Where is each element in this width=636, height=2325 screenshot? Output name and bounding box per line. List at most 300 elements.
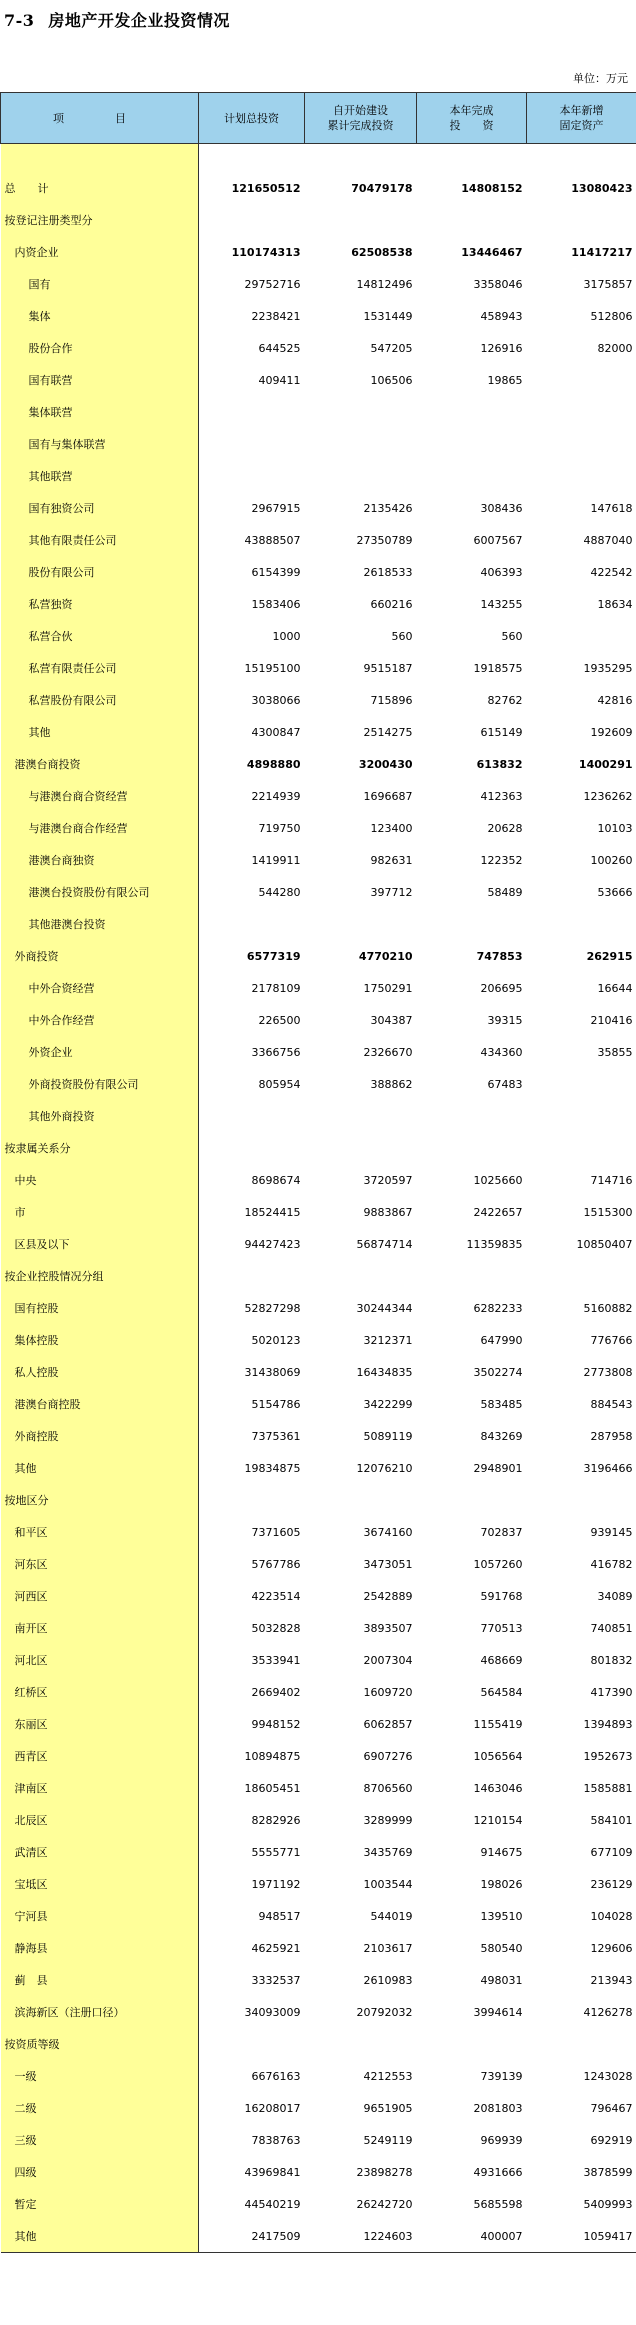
table-row [1,1932,636,1964]
planned-total-cell [199,1100,305,1132]
table-row [1,1612,636,1644]
row-label: 中外合资经营 [1,972,199,1004]
current-year-completed-cell: 19865 [487,373,523,387]
current-year-completed-cell: 468669 [480,1653,523,1667]
current-year-completed-cell: 1463046 [473,1781,523,1795]
new-fixed-assets-cell: 1515300 [583,1205,633,1219]
cumulative-completed-cell: 3289999 [363,1813,413,1827]
cumulative-completed-cell: 9883867 [363,1205,413,1219]
cumulative-completed-cell: 12076210 [356,1461,413,1475]
table-row [1,332,636,364]
table-row [1,2124,636,2156]
cumulative-completed-cell: 4212553 [363,2069,413,2083]
row-label: 静海县 [1,1932,199,1964]
planned-total-cell: 16208017 [244,2101,301,2115]
row-label: 集体控股 [1,1324,199,1356]
table-row [1,588,636,620]
new-fixed-assets-cell: 5409993 [583,2197,633,2211]
header-row [1,93,636,144]
planned-total-cell: 226500 [258,1013,301,1027]
new-fixed-assets-cell: 100260 [590,853,633,867]
current-year-completed-cell [417,1132,527,1164]
new-fixed-assets-cell: 422542 [590,565,633,579]
cumulative-completed-cell: 3212371 [363,1333,413,1347]
new-fixed-assets-cell: 5160882 [583,1301,633,1315]
table-row [1,1996,636,2028]
planned-total-cell: 2178109 [251,981,301,995]
new-fixed-assets-cell: 796467 [590,2101,633,2115]
planned-total-cell: 9948152 [251,1717,301,1731]
planned-total-cell [199,1484,305,1516]
new-fixed-assets-cell: 677109 [590,1845,633,1859]
table-row [1,1516,636,1548]
current-year-completed-cell: 969939 [480,2133,523,2147]
current-year-completed-cell: 206695 [480,981,523,995]
row-label: 按资质等级 [1,2028,199,2060]
planned-total-cell: 15195100 [244,661,301,675]
planned-total-cell [199,428,305,460]
current-year-completed-cell: 13446467 [461,245,523,259]
table-row [1,620,636,652]
new-fixed-assets-cell [527,396,636,428]
table-row [1,364,636,396]
cumulative-completed-cell: 2542889 [363,1589,413,1603]
new-fixed-assets-cell: 4126278 [583,2005,633,2019]
new-fixed-assets-cell [527,428,636,460]
row-label: 股份有限公司 [1,556,199,588]
new-fixed-assets-cell [527,1100,636,1132]
planned-total-cell [199,1132,305,1164]
current-year-completed-cell: 6007567 [473,533,523,547]
new-fixed-assets-cell [527,1068,636,1100]
new-fixed-assets-cell: 2773808 [583,1365,633,1379]
table-row [1,1900,636,1932]
new-fixed-assets-cell [527,620,636,652]
current-year-completed-cell: 1057260 [473,1557,523,1571]
new-fixed-assets-cell [527,460,636,492]
current-year-completed-cell [417,1100,527,1132]
table-row [1,1036,636,1068]
new-fixed-assets-cell: 740851 [590,1621,633,1635]
row-label: 内资企业 [1,236,199,268]
current-year-completed-cell: 615149 [480,725,523,739]
planned-total-cell: 805954 [258,1077,301,1091]
table-row [1,876,636,908]
cumulative-completed-cell: 304387 [370,1013,413,1027]
current-year-completed-cell [417,1260,527,1292]
current-year-completed-cell: 434360 [480,1045,523,1059]
cumulative-completed-cell [305,908,417,940]
cumulative-completed-cell: 70479178 [351,181,413,195]
new-fixed-assets-cell: 13080423 [571,181,633,195]
planned-total-cell: 94427423 [244,1237,301,1251]
current-year-completed-cell: 14808152 [461,181,523,195]
table-title: 房地产开发企业投资情况 [48,11,230,30]
row-label: 三级 [1,2124,199,2156]
new-fixed-assets-cell: 884543 [590,1397,633,1411]
new-fixed-assets-cell: 213943 [590,1973,633,1987]
row-label: 港澳台投资股份有限公司 [1,876,199,908]
current-year-completed-cell: 3358046 [473,277,523,291]
planned-total-cell: 3533941 [251,1653,301,1667]
table-row [1,1644,636,1676]
cumulative-completed-cell [305,1260,417,1292]
current-year-completed-cell: 20628 [487,821,523,835]
row-label: 与港澳台商合资经营 [1,780,199,812]
planned-total-cell: 1971192 [251,1877,301,1891]
new-fixed-assets-cell [527,1484,636,1516]
row-label: 西青区 [1,1740,199,1772]
cumulative-completed-cell [305,428,417,460]
table-row [1,972,636,1004]
planned-total-cell: 719750 [258,821,301,835]
planned-total-cell: 8698674 [251,1173,301,1187]
row-label: 其他联营 [1,460,199,492]
row-label: 一级 [1,2060,199,2092]
row-label: 其他 [1,716,199,748]
table-row [1,1388,636,1420]
header-planned-total: 计划总投资 [199,93,305,144]
row-label: 与港澳台商合作经营 [1,812,199,844]
table-row [1,1836,636,1868]
row-label: 集体 [1,300,199,332]
table-row [1,1484,636,1516]
unit-label: 单位：万元 [573,72,628,85]
table-row [1,844,636,876]
new-fixed-assets-cell: 82000 [597,341,633,355]
cumulative-completed-cell: 2618533 [363,565,413,579]
cumulative-completed-cell: 14812496 [356,277,413,291]
table-row [1,812,636,844]
table-row [1,1228,636,1260]
planned-total-cell: 3038066 [251,693,301,707]
table-row [1,1868,636,1900]
header-current-year-completed: 本年完成 投 资 [417,93,527,144]
new-fixed-assets-cell: 147618 [590,501,633,515]
new-fixed-assets-cell: 3196466 [583,1461,633,1475]
cumulative-completed-cell [305,144,417,173]
new-fixed-assets-cell [527,1132,636,1164]
table-row [1,1132,636,1164]
planned-total-cell: 948517 [258,1909,301,1923]
cumulative-completed-cell: 2007304 [363,1653,413,1667]
cumulative-completed-cell: 6907276 [363,1749,413,1763]
cumulative-completed-cell: 1750291 [363,981,413,995]
row-label: 国有联营 [1,364,199,396]
current-year-completed-cell: 308436 [480,501,523,515]
new-fixed-assets-cell: 18634 [597,597,633,611]
current-year-completed-cell: 139510 [480,1909,523,1923]
planned-total-cell: 8282926 [251,1813,301,1827]
new-fixed-assets-cell: 1400291 [578,757,633,771]
current-year-completed-cell [417,144,527,173]
current-year-completed-cell: 126916 [480,341,523,355]
planned-total-cell [199,1260,305,1292]
current-year-completed-cell [417,428,527,460]
table-row [1,652,636,684]
table-row [1,2188,636,2220]
table-row [1,300,636,332]
new-fixed-assets-cell: 776766 [590,1333,633,1347]
cumulative-completed-cell: 20792032 [356,2005,413,2019]
table-row [1,1356,636,1388]
current-year-completed-cell: 564584 [480,1685,523,1699]
current-year-completed-cell: 1155419 [473,1717,523,1731]
current-year-completed-cell: 770513 [480,1621,523,1635]
new-fixed-assets-cell: 16644 [597,981,633,995]
planned-total-cell: 4300847 [251,725,301,739]
row-label: 总 计 [1,172,199,204]
current-year-completed-cell: 82762 [487,693,523,707]
table-row [1,492,636,524]
current-year-completed-cell: 2948901 [473,1461,523,1475]
new-fixed-assets-cell: 1059417 [527,2220,636,2253]
planned-total-cell: 2967915 [251,501,301,515]
new-fixed-assets-cell: 939145 [590,1525,633,1539]
planned-total-cell: 5032828 [251,1621,301,1635]
current-year-completed-cell: 1056564 [473,1749,523,1763]
cumulative-completed-cell: 23898278 [356,2165,413,2179]
cumulative-completed-cell [305,1132,417,1164]
table-row [1,1324,636,1356]
table-row [1,1548,636,1580]
current-year-completed-cell: 39315 [487,1013,523,1027]
current-year-completed-cell: 747853 [476,949,523,963]
table-row [1,1164,636,1196]
new-fixed-assets-cell: 1935295 [583,661,633,675]
current-year-completed-cell: 739139 [480,2069,523,2083]
planned-total-cell: 409411 [258,373,301,387]
table-row [1,268,636,300]
new-fixed-assets-cell: 42816 [597,693,633,707]
cumulative-completed-cell: 1609720 [363,1685,413,1699]
planned-total-cell: 6676163 [251,2069,301,2083]
new-fixed-assets-cell: 35855 [597,1045,633,1059]
cumulative-completed-cell: 3473051 [363,1557,413,1571]
current-year-completed-cell [417,2028,527,2060]
cumulative-completed-cell: 3893507 [363,1621,413,1635]
cumulative-completed-cell [305,1484,417,1516]
row-label [1,144,199,173]
planned-total-cell: 2238421 [251,309,301,323]
new-fixed-assets-cell: 192609 [590,725,633,739]
cumulative-completed-cell: 2103617 [363,1941,413,1955]
row-label: 外商控股 [1,1420,199,1452]
current-year-completed-cell: 406393 [480,565,523,579]
cumulative-completed-cell: 30244344 [356,1301,413,1315]
row-label: 私营合伙 [1,620,199,652]
table-row [1,1964,636,1996]
current-year-completed-cell: 1918575 [473,661,523,675]
row-label: 二级 [1,2092,199,2124]
planned-total-cell: 18524415 [244,1205,301,1219]
new-fixed-assets-cell: 104028 [590,1909,633,1923]
new-fixed-assets-cell [527,204,636,236]
current-year-completed-cell: 5685598 [473,2197,523,2211]
cumulative-completed-cell: 2326670 [363,1045,413,1059]
row-label: 宁河县 [1,1900,199,1932]
cumulative-completed-cell: 388862 [370,1077,413,1091]
table-row [1,1100,636,1132]
planned-total-cell: 34093009 [244,2005,301,2019]
current-year-completed-cell [417,908,527,940]
planned-total-cell [199,460,305,492]
table-row [1,1772,636,1804]
row-label: 河西区 [1,1580,199,1612]
table-row [1,1196,636,1228]
table-row [1,684,636,716]
current-year-completed-cell: 4931666 [473,2165,523,2179]
row-label: 集体联营 [1,396,199,428]
cumulative-completed-cell: 9515187 [363,661,413,675]
current-year-completed-cell: 591768 [480,1589,523,1603]
current-year-completed-cell: 3502274 [473,1365,523,1379]
planned-total-cell: 2669402 [251,1685,301,1699]
table-row [1,1580,636,1612]
cumulative-completed-cell: 8706560 [363,1781,413,1795]
row-label: 宝坻区 [1,1868,199,1900]
table-row [1,748,636,780]
row-label: 按企业控股情况分组 [1,1260,199,1292]
row-label: 津南区 [1,1772,199,1804]
new-fixed-assets-cell: 1952673 [583,1749,633,1763]
table-row [1,1708,636,1740]
cumulative-completed-cell: 62508538 [351,245,413,259]
cumulative-completed-cell: 3674160 [363,1525,413,1539]
new-fixed-assets-cell: 416782 [590,1557,633,1571]
table-row [1,144,636,173]
new-fixed-assets-cell: 210416 [590,1013,633,1027]
planned-total-cell: 52827298 [244,1301,301,1315]
table-row [1,236,636,268]
planned-total-cell: 4625921 [251,1941,301,1955]
table-row [1,2060,636,2092]
new-fixed-assets-cell: 236129 [590,1877,633,1891]
cumulative-completed-cell: 1003544 [363,1877,413,1891]
table-row [1,1452,636,1484]
planned-total-cell: 2214939 [251,789,301,803]
new-fixed-assets-cell: 1394893 [583,1717,633,1731]
current-year-completed-cell: 400007 [417,2220,527,2253]
table-row [1,1804,636,1836]
cumulative-completed-cell: 2514275 [363,725,413,739]
cumulative-completed-cell: 544019 [370,1909,413,1923]
current-year-completed-cell: 143255 [480,597,523,611]
header-item: 项 目 [1,93,199,144]
planned-total-cell: 4898880 [246,757,301,771]
table-row [1,428,636,460]
new-fixed-assets-cell: 1236262 [583,789,633,803]
new-fixed-assets-cell: 34089 [597,1589,633,1603]
current-year-completed-cell: 914675 [480,1845,523,1859]
table-row [1,396,636,428]
table-row [1,940,636,972]
row-label: 滨海新区（注册口径） [1,1996,199,2028]
planned-total-cell: 5154786 [251,1397,301,1411]
cumulative-completed-cell: 397712 [370,885,413,899]
new-fixed-assets-cell: 287958 [590,1429,633,1443]
new-fixed-assets-cell [527,908,636,940]
table-row [1,556,636,588]
current-year-completed-cell: 11359835 [466,1237,523,1251]
row-label: 其他港澳台投资 [1,908,199,940]
table-row [1,1068,636,1100]
row-label: 按登记注册类型分 [1,204,199,236]
new-fixed-assets-cell: 129606 [590,1941,633,1955]
cumulative-completed-cell: 660216 [370,597,413,611]
planned-total-cell [199,396,305,428]
cumulative-completed-cell: 56874714 [356,1237,413,1251]
table-row [1,2156,636,2188]
new-fixed-assets-cell [527,144,636,173]
planned-total-cell [199,204,305,236]
row-label: 红桥区 [1,1676,199,1708]
planned-total-cell: 31438069 [244,1365,301,1379]
row-label: 国有 [1,268,199,300]
row-label: 外资企业 [1,1036,199,1068]
new-fixed-assets-cell: 584101 [590,1813,633,1827]
row-label: 区县及以下 [1,1228,199,1260]
planned-total-cell: 29752716 [244,277,301,291]
current-year-completed-cell: 2081803 [473,2101,523,2115]
page-title [4,8,230,31]
new-fixed-assets-cell: 512806 [590,309,633,323]
new-fixed-assets-cell: 262915 [586,949,633,963]
new-fixed-assets-cell: 1243028 [583,2069,633,2083]
cumulative-completed-cell [305,204,417,236]
new-fixed-assets-cell [527,2028,636,2060]
planned-total-cell: 5767786 [251,1557,301,1571]
row-label: 港澳台商控股 [1,1388,199,1420]
row-label: 其他外商投资 [1,1100,199,1132]
row-label: 国有控股 [1,1292,199,1324]
row-label: 其他 [1,1452,199,1484]
row-label: 私人控股 [1,1356,199,1388]
new-fixed-assets-cell: 3878599 [583,2165,633,2179]
planned-total-cell: 1583406 [251,597,301,611]
planned-total-cell: 19834875 [244,1461,301,1475]
cumulative-completed-cell: 982631 [370,853,413,867]
current-year-completed-cell: 583485 [480,1397,523,1411]
table-row [1,1420,636,1452]
planned-total-cell: 4223514 [251,1589,301,1603]
cumulative-completed-cell: 5089119 [363,1429,413,1443]
table-row [1,1260,636,1292]
current-year-completed-cell: 67483 [487,1077,523,1091]
cumulative-completed-cell: 6062857 [363,1717,413,1731]
row-label: 股份合作 [1,332,199,364]
new-fixed-assets-cell: 417390 [590,1685,633,1699]
table-row [1,1676,636,1708]
planned-total-cell [199,2028,305,2060]
row-label: 市 [1,1196,199,1228]
row-label: 国有与集体联营 [1,428,199,460]
planned-total-cell: 10894875 [244,1749,301,1763]
cumulative-completed-cell: 1696687 [363,789,413,803]
new-fixed-assets-cell: 692919 [590,2133,633,2147]
current-year-completed-cell: 198026 [480,1877,523,1891]
row-label: 中外合作经营 [1,1004,199,1036]
cumulative-completed-cell [305,396,417,428]
table-number: 7-3 [4,11,35,30]
row-label: 和平区 [1,1516,199,1548]
current-year-completed-cell: 1210154 [473,1813,523,1827]
planned-total-cell: 7838763 [251,2133,301,2147]
cumulative-completed-cell: 715896 [370,693,413,707]
planned-total-cell: 43969841 [244,2165,301,2179]
current-year-completed-cell: 613832 [476,757,523,771]
new-fixed-assets-cell: 11417217 [571,245,633,259]
